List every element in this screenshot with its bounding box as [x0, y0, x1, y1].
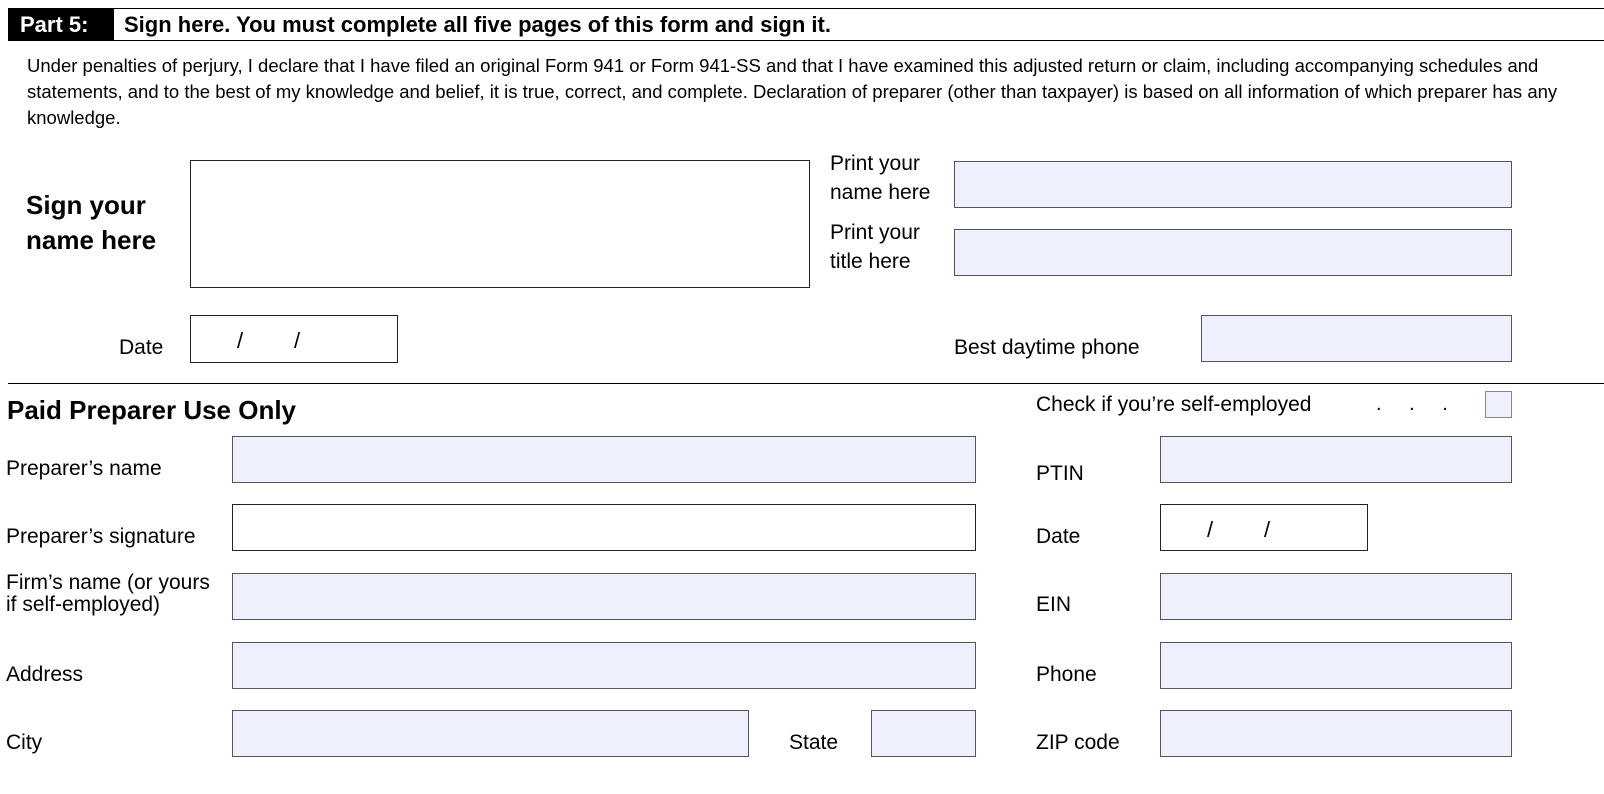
state-label: State [789, 731, 839, 754]
ptin-input[interactable] [1160, 436, 1512, 483]
date-separator: / [1264, 517, 1271, 542]
zip-code-input[interactable] [1160, 710, 1512, 757]
firm-name-label-line1: Firm’s name (or yours [6, 571, 210, 594]
leader-dots: . . . [1376, 393, 1448, 415]
print-name-label [830, 149, 930, 207]
firm-name-label [6, 572, 210, 616]
perjury-declaration: Under penalties of perjury, I declare that I have filed an original Form 941 or Form 941-SS and that I have examined this adjusted return or claim, including accompanying schedules and statements, and to the best of my knowledge and belief, it is true, correct, and complete. Declaration of preparer (other than taxpayer) is based on all information of which preparer has any knowledge. [27, 55, 1558, 128]
preparer-signature-label: Preparer’s signature [6, 525, 196, 548]
preparer-date-field[interactable] [1160, 504, 1368, 551]
section-rule [8, 383, 1604, 384]
preparer-date-label: Date [1036, 525, 1081, 548]
phone-input[interactable] [1160, 642, 1512, 689]
sign-date-label: Date [119, 336, 164, 359]
sign-label-line2: name here [26, 225, 157, 255]
city-label: City [6, 731, 43, 754]
date-separator: / [237, 328, 244, 353]
preparer-name-input[interactable] [232, 436, 976, 483]
ein-input[interactable] [1160, 573, 1512, 620]
sign-label-line1: Sign your [26, 190, 146, 220]
ein-label: EIN [1036, 593, 1072, 616]
print-name-input[interactable] [954, 161, 1512, 208]
firm-name-input[interactable] [232, 573, 976, 620]
part-title: Sign here. You must complete all five pages of this form and sign it. [124, 12, 831, 37]
ptin-label: PTIN [1036, 462, 1084, 485]
sign-label [26, 188, 196, 258]
date-separator: / [294, 328, 301, 353]
city-input[interactable] [232, 710, 749, 757]
address-label: Address [6, 663, 84, 686]
state-input[interactable] [871, 710, 976, 757]
preparer-section-title: Paid Preparer Use Only [7, 395, 297, 425]
zip-code-label: ZIP code [1036, 731, 1120, 754]
header-rule [8, 40, 1604, 41]
preparer-name-label: Preparer’s name [6, 457, 162, 480]
signature-box[interactable] [190, 160, 810, 288]
phone-label: Phone [1036, 663, 1097, 686]
print-name-label-line2: name here [830, 181, 931, 204]
date-separator: / [1207, 517, 1214, 542]
sign-date-field[interactable] [190, 315, 398, 363]
daytime-phone-input[interactable] [1201, 315, 1512, 362]
self-employed-checkbox[interactable] [1485, 391, 1512, 418]
print-title-label [830, 218, 920, 276]
address-input[interactable] [232, 642, 976, 689]
print-title-label-line1: Print your [830, 221, 920, 244]
print-title-label-line2: title here [830, 250, 911, 273]
print-name-label-line1: Print your [830, 152, 920, 175]
firm-name-label-line2: if self-employed) [6, 593, 161, 616]
part-tag: Part 5: [8, 9, 114, 40]
preparer-signature-input[interactable] [232, 504, 976, 551]
print-title-input[interactable] [954, 229, 1512, 276]
self-employed-label: Check if you’re self-employed [1036, 393, 1312, 416]
daytime-phone-label: Best daytime phone [954, 336, 1140, 359]
